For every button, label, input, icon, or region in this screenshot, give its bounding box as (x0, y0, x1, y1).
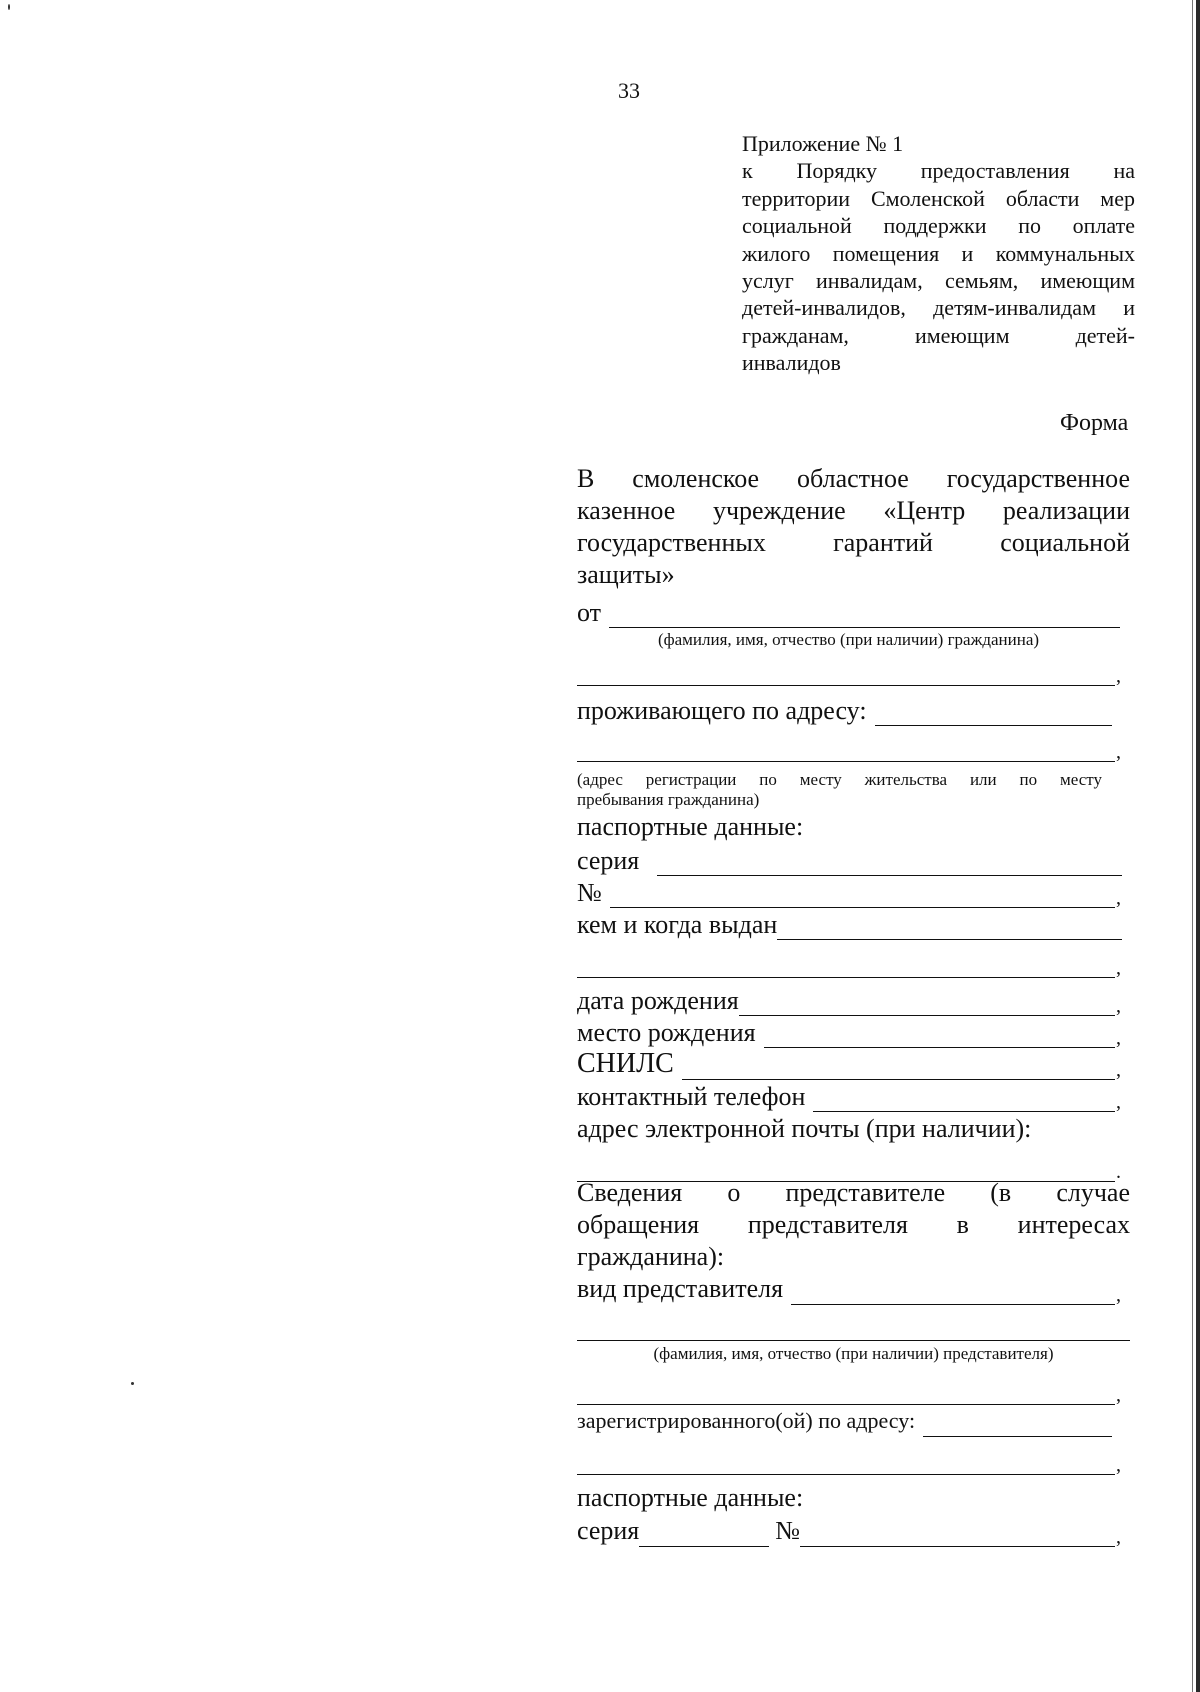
addressee-line: государственных гарантий социальной (577, 528, 1130, 557)
phone-row: контактный телефон , (577, 1082, 1121, 1113)
series-field[interactable] (657, 851, 1122, 876)
snils-label: СНИЛС (577, 1048, 674, 1079)
snils-row: СНИЛС , (577, 1048, 1121, 1081)
email-field[interactable]: . (577, 1152, 1130, 1182)
appendix-line: к Порядку предоставления на (742, 158, 1135, 184)
rep-number-label: № (775, 1516, 801, 1545)
birth-date-field[interactable] (739, 991, 1115, 1016)
address-row (577, 694, 1112, 726)
number-row: № , (577, 878, 1121, 909)
scan-speck (8, 4, 10, 10)
rep-passport-label: паспортные данные: (577, 1483, 804, 1512)
rep-registered-row (577, 1405, 1112, 1437)
series-label: серия (577, 846, 640, 875)
birth-date-row: дата рождения , (577, 986, 1121, 1017)
issued-label: кем и когда выдан (577, 910, 778, 939)
addressee-line: В смоленское областное государственное (577, 464, 1130, 493)
rep-series-row: серия № , (577, 1516, 1121, 1548)
address-hint (577, 770, 1102, 810)
rep-type-field[interactable] (791, 1280, 1115, 1305)
address-hint-line: (адрес регистрации по месту жительства или по месту (577, 770, 1102, 789)
form-label: Форма (1060, 410, 1129, 436)
birth-date-label: дата рождения (577, 986, 739, 1015)
issued-field[interactable] (777, 915, 1122, 940)
appendix-line: жилого помещения и коммунальных (742, 240, 1135, 266)
phone-field[interactable] (813, 1087, 1115, 1112)
rep-registered-label: зарегистрированного(ой) по адресу: (577, 1408, 916, 1433)
passport-label: паспортные данные: (577, 812, 804, 841)
rep-registered-field[interactable] (923, 1412, 1112, 1437)
representative-intro: Сведения о представителе (в случае (577, 1178, 1130, 1207)
addressee-block (577, 463, 1130, 591)
applicant-name-hint: (фамилия, имя, отчество (при наличии) гражданина) (657, 630, 1040, 649)
addressee-line: защиты» (577, 560, 675, 589)
email-label: адрес электронной почты (при наличии): (577, 1114, 1032, 1143)
appendix-line: инвалидов (742, 350, 841, 376)
phone-label: контактный телефон (577, 1082, 806, 1111)
addressee-line: казенное учреждение «Центр реализации (577, 496, 1130, 525)
rep-series-field[interactable] (639, 1522, 769, 1547)
rep-name-hint: (фамилия, имя, отчество (при наличии) представителя) (653, 1344, 1054, 1363)
issued-row (577, 908, 1122, 940)
address-label: проживающего по адресу: (577, 696, 867, 725)
from-row (577, 596, 1120, 628)
rep-type-row: вид представителя , (577, 1274, 1121, 1306)
representative-intro: обращения представителя в интересах (577, 1210, 1130, 1239)
applicant-name-field[interactable] (609, 603, 1120, 628)
representative-intro: гражданина): (577, 1242, 725, 1271)
rep-name-field[interactable] (577, 1311, 1130, 1341)
snils-field[interactable] (682, 1055, 1115, 1080)
appendix-line: гражданам, имеющим детей- (742, 322, 1135, 348)
birth-place-row: место рождения , (577, 1018, 1121, 1049)
page-number: 33 (618, 78, 640, 103)
appendix-title: Приложение № 1 (742, 131, 904, 156)
scan-speck (131, 1382, 134, 1385)
representative-block (577, 1177, 1130, 1547)
appendix-line: территории Смоленской области мер (742, 185, 1135, 211)
scan-edge-line (1192, 0, 1193, 1692)
address-field-2[interactable]: , (577, 732, 1130, 762)
rep-registered-field-2[interactable]: , (577, 1445, 1130, 1475)
appendix-line: детей-инвалидов, детям-инвалидам и (742, 295, 1135, 321)
rep-number-field[interactable] (800, 1522, 1115, 1547)
address-field[interactable] (875, 701, 1112, 726)
series-row (577, 844, 1122, 876)
birth-place-label: место рождения (577, 1018, 756, 1047)
from-label: от (577, 598, 602, 627)
address-hint-line: пребывания гражданина) (577, 790, 760, 809)
appendix-line: социальной поддержки по оплате (742, 213, 1135, 239)
number-label: № (577, 878, 602, 907)
appendix-note (742, 130, 1135, 377)
scan-edge-shadow (1196, 0, 1200, 1692)
rep-name-field-2[interactable]: , (577, 1375, 1130, 1405)
applicant-name-field-2[interactable]: , (577, 656, 1130, 686)
number-field[interactable] (610, 883, 1115, 908)
applicant-block (577, 596, 1130, 1182)
rep-type-label: вид представителя (577, 1274, 784, 1303)
birth-place-field[interactable] (764, 1023, 1115, 1048)
issued-field-2[interactable]: , (577, 948, 1130, 978)
rep-series-label: серия (577, 1516, 640, 1545)
appendix-line: услуг инвалидам, семьям, имеющим (742, 268, 1135, 294)
